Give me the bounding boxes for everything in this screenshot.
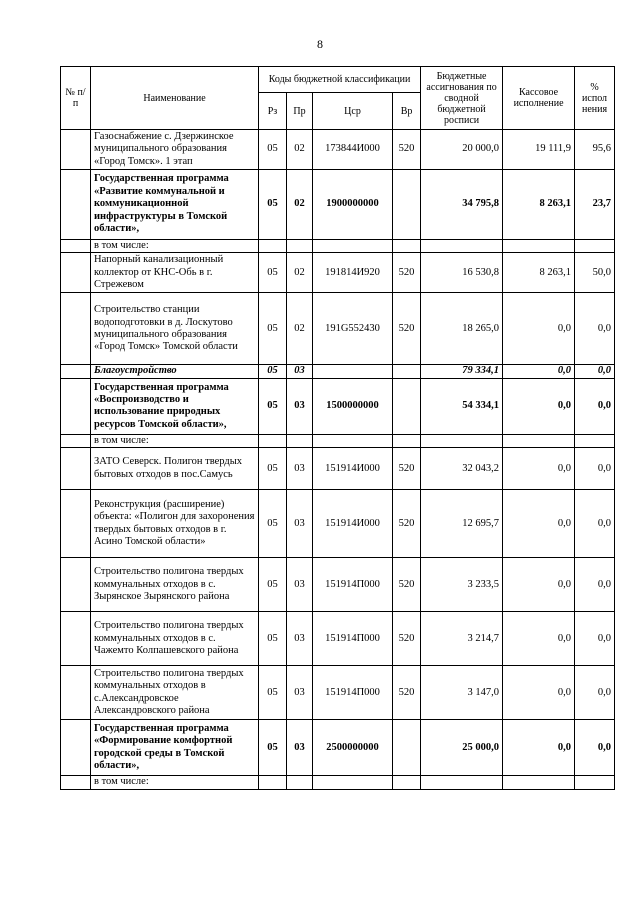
row-csr: 191G552430 [313, 293, 393, 365]
row-number [61, 558, 91, 612]
row-name: Строительство полигона твердых коммунальных отходов в с.Александровское Александровского района [91, 666, 259, 720]
header-cash: Кассовое исполнение [503, 67, 575, 130]
row-percent: 0,0 [575, 490, 615, 558]
row-rz: 05 [259, 448, 287, 490]
row-vr: 520 [393, 448, 421, 490]
row-vr: 520 [393, 612, 421, 666]
table-row [61, 240, 615, 253]
row-vr [393, 378, 421, 434]
row-vr [393, 240, 421, 253]
row-vr: 520 [393, 293, 421, 365]
table-row [61, 490, 615, 558]
row-number [61, 720, 91, 776]
table-row [61, 130, 615, 170]
row-assign [421, 776, 503, 789]
row-percent: 23,7 [575, 170, 615, 240]
row-number [61, 365, 91, 378]
row-pr: 03 [287, 490, 313, 558]
row-csr [313, 365, 393, 378]
table-row [61, 720, 615, 776]
row-pr: 03 [287, 666, 313, 720]
row-percent: 95,6 [575, 130, 615, 170]
row-percent: 0,0 [575, 448, 615, 490]
row-number [61, 253, 91, 293]
header-assign: Бюджетные ассигнования по сводной бюджетной росписи [421, 67, 503, 130]
row-rz: 05 [259, 720, 287, 776]
row-percent [575, 434, 615, 447]
header-num: № п/п [61, 67, 91, 130]
row-assign: 54 334,1 [421, 378, 503, 434]
row-vr [393, 365, 421, 378]
row-number [61, 612, 91, 666]
row-assign: 3 233,5 [421, 558, 503, 612]
row-percent: 0,0 [575, 720, 615, 776]
row-rz: 05 [259, 612, 287, 666]
row-number [61, 448, 91, 490]
budget-table [60, 66, 615, 790]
row-percent: 0,0 [575, 378, 615, 434]
row-cash: 0,0 [503, 293, 575, 365]
row-name: Государственная программа «Развитие коммунальной и коммуникационной инфраструктуры в Томской области», [91, 170, 259, 240]
row-assign: 18 265,0 [421, 293, 503, 365]
row-pr: 02 [287, 253, 313, 293]
row-assign: 34 795,8 [421, 170, 503, 240]
row-pr: 02 [287, 130, 313, 170]
row-percent [575, 240, 615, 253]
header-name: Наименование [91, 67, 259, 130]
row-cash [503, 434, 575, 447]
row-rz: 05 [259, 365, 287, 378]
row-name: Напорный канализационный коллектор от КНС-Обь в г. Стрежевом [91, 253, 259, 293]
table-row [61, 776, 615, 789]
row-rz [259, 776, 287, 789]
row-csr: 191814И920 [313, 253, 393, 293]
row-pr: 03 [287, 365, 313, 378]
row-assign: 25 000,0 [421, 720, 503, 776]
page-number: 8 [317, 37, 323, 51]
row-number [61, 378, 91, 434]
row-pr [287, 776, 313, 789]
row-csr: 151914И000 [313, 448, 393, 490]
row-number [61, 170, 91, 240]
row-number [61, 293, 91, 365]
row-number [61, 776, 91, 789]
row-vr [393, 170, 421, 240]
row-name: Строительство полигона твердых коммунальных отходов в с. Зырянское Зырянского района [91, 558, 259, 612]
table-row [61, 365, 615, 378]
row-percent: 0,0 [575, 558, 615, 612]
row-number [61, 434, 91, 447]
row-vr: 520 [393, 558, 421, 612]
row-cash: 8 263,1 [503, 253, 575, 293]
row-assign [421, 240, 503, 253]
row-cash: 0,0 [503, 666, 575, 720]
row-csr: 1900000000 [313, 170, 393, 240]
row-pr: 03 [287, 612, 313, 666]
header-csr: Цср [313, 93, 393, 130]
row-pr [287, 434, 313, 447]
row-assign: 20 000,0 [421, 130, 503, 170]
row-cash [503, 776, 575, 789]
row-vr [393, 776, 421, 789]
table-row [61, 434, 615, 447]
row-name: Строительство полигона твердых коммунальных отходов в с. Чажемто Колпашевского района [91, 612, 259, 666]
row-cash: 0,0 [503, 490, 575, 558]
row-vr [393, 720, 421, 776]
row-name: Реконструкция (расширение) объекта: «Полигон для захоронения твердых бытовых отходов в г. Асино Томской области» [91, 490, 259, 558]
row-csr [313, 240, 393, 253]
row-rz: 05 [259, 253, 287, 293]
row-cash: 0,0 [503, 378, 575, 434]
table-row [61, 378, 615, 434]
row-assign: 16 530,8 [421, 253, 503, 293]
row-csr: 173844И000 [313, 130, 393, 170]
row-csr [313, 776, 393, 789]
row-rz: 05 [259, 666, 287, 720]
row-vr [393, 434, 421, 447]
row-cash: 0,0 [503, 365, 575, 378]
row-assign [421, 434, 503, 447]
row-name: ЗАТО Северск. Полигон твердых бытовых отходов в пос.Самусь [91, 448, 259, 490]
row-csr: 151914И000 [313, 490, 393, 558]
row-vr: 520 [393, 666, 421, 720]
row-percent [575, 776, 615, 789]
row-vr: 520 [393, 130, 421, 170]
row-assign: 3 147,0 [421, 666, 503, 720]
table-row [61, 666, 615, 720]
header-codes: Коды бюджетной классификации [259, 67, 421, 93]
row-name: в том числе: [91, 434, 259, 447]
row-csr: 151914П000 [313, 558, 393, 612]
table-row [61, 448, 615, 490]
header-pr: Пр [287, 93, 313, 130]
row-csr [313, 434, 393, 447]
row-assign: 12 695,7 [421, 490, 503, 558]
row-percent: 0,0 [575, 365, 615, 378]
row-number [61, 240, 91, 253]
row-csr: 1500000000 [313, 378, 393, 434]
table-row [61, 612, 615, 666]
table-row [61, 293, 615, 365]
row-rz: 05 [259, 558, 287, 612]
row-percent: 0,0 [575, 293, 615, 365]
row-rz: 05 [259, 490, 287, 558]
table-row [61, 170, 615, 240]
header-percent: % испол нения [575, 67, 615, 130]
row-cash: 0,0 [503, 720, 575, 776]
row-pr [287, 240, 313, 253]
row-rz: 05 [259, 170, 287, 240]
row-cash: 8 263,1 [503, 170, 575, 240]
row-rz: 05 [259, 378, 287, 434]
row-assign: 79 334,1 [421, 365, 503, 378]
row-percent: 0,0 [575, 666, 615, 720]
row-pr: 02 [287, 170, 313, 240]
row-pr: 03 [287, 720, 313, 776]
row-number [61, 130, 91, 170]
row-rz: 05 [259, 130, 287, 170]
row-cash: 19 111,9 [503, 130, 575, 170]
row-pr: 03 [287, 448, 313, 490]
row-vr: 520 [393, 253, 421, 293]
row-percent: 50,0 [575, 253, 615, 293]
row-name: Строительство станции водоподготовки в д. Лоскутово муниципального образования «Город Томск» Томской области [91, 293, 259, 365]
table-row [61, 558, 615, 612]
row-cash: 0,0 [503, 558, 575, 612]
row-name: в том числе: [91, 240, 259, 253]
row-name: в том числе: [91, 776, 259, 789]
header-rz: Рз [259, 93, 287, 130]
row-pr: 03 [287, 378, 313, 434]
row-rz [259, 434, 287, 447]
row-name: Газоснабжение с. Дзержинское муниципального образования «Город Томск». 1 этап [91, 130, 259, 170]
row-number [61, 666, 91, 720]
row-name: Государственная программа «Воспроизводство и использование природных ресурсов Томской области», [91, 378, 259, 434]
row-number [61, 490, 91, 558]
row-vr: 520 [393, 490, 421, 558]
row-csr: 151914П000 [313, 666, 393, 720]
row-cash: 0,0 [503, 612, 575, 666]
row-cash [503, 240, 575, 253]
row-pr: 02 [287, 293, 313, 365]
row-csr: 151914П000 [313, 612, 393, 666]
row-pr: 03 [287, 558, 313, 612]
header-vr: Вр [393, 93, 421, 130]
row-assign: 3 214,7 [421, 612, 503, 666]
row-percent: 0,0 [575, 612, 615, 666]
row-name: Государственная программа «Формирование комфортной городской среды в Томской области», [91, 720, 259, 776]
row-name: Благоустройство [91, 365, 259, 378]
row-rz: 05 [259, 293, 287, 365]
row-csr: 2500000000 [313, 720, 393, 776]
row-assign: 32 043,2 [421, 448, 503, 490]
table-row [61, 253, 615, 293]
row-cash: 0,0 [503, 448, 575, 490]
row-rz [259, 240, 287, 253]
